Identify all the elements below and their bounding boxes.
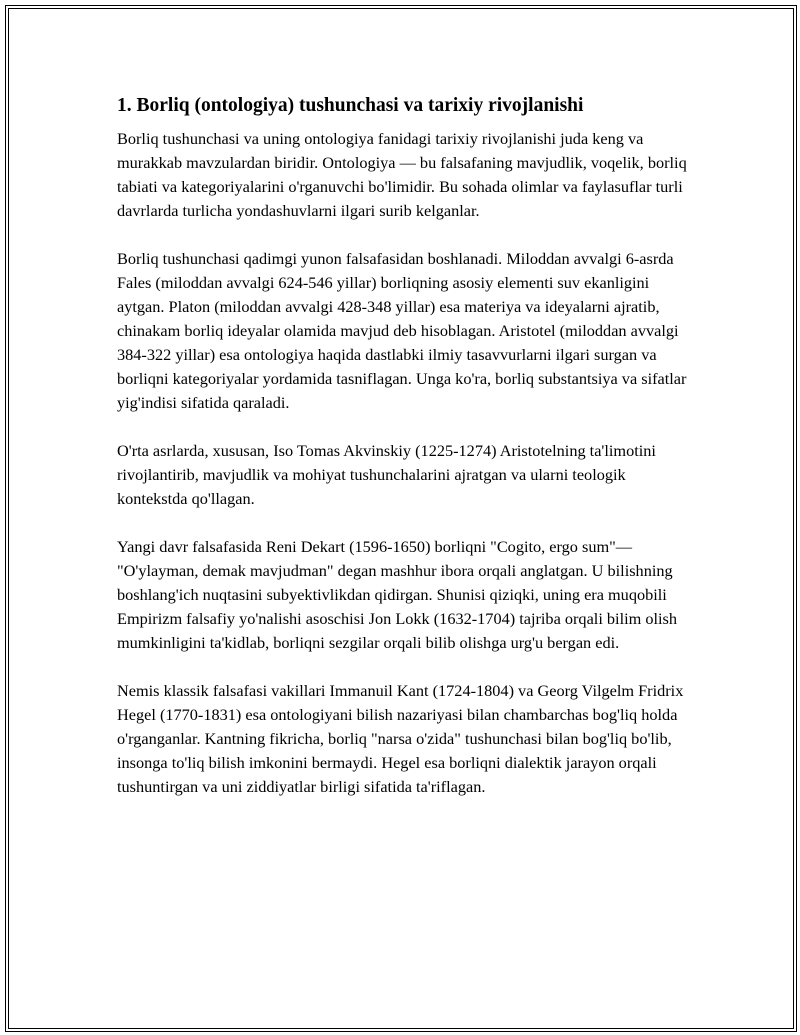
paragraph-middle-ages: O'rta asrlarda, xususan, Iso Tomas Akvinskiy (1225-1274) Aristotelning ta'limotini rivojlantirib, mavjudlik va mohiyat tushunchalarini ajratgan va ularni teologik kontekstda qo'llagan. (117, 441, 656, 508)
paragraph-modern-era: Yangi davr falsafasida Reni Dekart (1596-1650) borliqni "Cogito, ergo sum"— "O'ylayman, demak mavjudman" degan mashhur ibora orqali anglatgan. U bilishning boshlang'ich nuqtasini subyektivlikdan qidirgan. Shunisi qiziqki, uning era muqobili Empirizm falsafiy yo'nalishi asoschisi Jon Lokk (1632-1704) tajriba orqali bilim olish mumkinligini ta'kidlab, borliqni sezgilar orqali bilib olishga urg'u bergan edi. (117, 537, 678, 652)
paragraph-ancient-greek: Borliq tushunchasi qadimgi yunon falsafasidan boshlanadi. Miloddan avvalgi 6-asrda Fales (miloddan avvalgi 624-546 yillar) borliqning asosiy elementi suv ekanligini aytgan. Platon (miloddan avvalgi 428-348 yillar) esa materiya va ideyalarni ajratib, chinakam borliq ideyalar olamida mavjud deb hisoblagan. Aristotel (miloddan avvalgi 384-322 yillar) esa ontologiya haqida dastlabki ilmiy tasavvurlarni ilgari surgan va borliqni kategoriyalar yordamida tasniflagan. Unga ko'ra, borliq substantsiya va sifatlar yig'indisi sifatida qaraladi. (117, 249, 687, 412)
paragraph-german-classical: Nemis klassik falsafasi vakillari Immanuil Kant (1724-1804) va Georg Vilgelm Fridrix Hegel (1770-1831) esa ontologiyani bilish nazariyasi bilan chambarchas bog'liq holda o'rganganlar. Kantning fikricha, borliq "narsa o'zida" tushunchasi bilan bog'liq bo'lib, insonga to'liq bilish imkonini bermaydi. Hegel esa borliqni dialektik jarayon orqali tushuntirgan va uni ziddiyatlar birligi sifatida ta'riflagan. (117, 681, 684, 796)
paragraph-intro: Borliq tushunchasi va uning ontologiya fanidagi tarixiy rivojlanishi juda keng va murakkab mavzulardan biridir. Ontologiya — bu falsafaning mavjudlik, voqelik, borliq tabiati va kategoriyalarini o'rganuvchi bo'limidir. Bu sohada olimlar va faylasuflar turli davrlarda turlicha yondashuvlarni ilgari surib kelganlar. (117, 129, 687, 220)
document-body (117, 94, 687, 823)
section-title: 1. Borliq (ontologiya) tushunchasi va tarixiy rivojlanishi (117, 95, 584, 116)
